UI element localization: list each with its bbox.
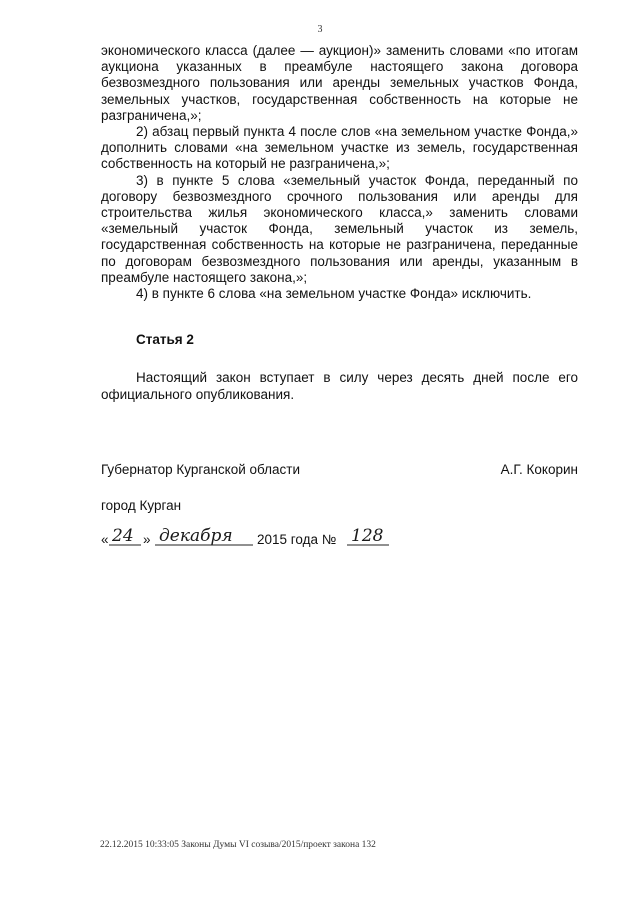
signature-block xyxy=(101,462,578,477)
date-year-label: 2015 года № xyxy=(257,532,337,547)
date-month-handwritten: декабря xyxy=(159,526,233,546)
document-body xyxy=(101,43,578,403)
paragraph-item-3: 3) в пункте 5 слова «земельный участок Фонда, переданный по договору безвозмездного срочного пользования или аренды для строительства жилья экономического класса,» заменить словами «земельный участок Фонда, земельный участок из земель, государственная собственность на которые не разграничена, переданные по договорам безвозмездного пользования или аренды, указанным в преамбуле настоящего закона,»; xyxy=(101,172,578,285)
article-2-heading: Статья 2 xyxy=(136,332,194,348)
city-line: город Курган xyxy=(101,498,182,513)
article-2-text: Настоящий закон вступает в силу через десять дней после его официального опубликования. xyxy=(101,370,578,402)
paragraph-item-4: 4) в пункте 6 слова «на земельном участке Фонда» исключить. xyxy=(136,286,532,302)
date-day-handwritten: 24 xyxy=(112,526,134,546)
footer-path: 22.12.2015 10:33:05 Законы Думы VI созыва/2015/проект закона 132 xyxy=(100,840,376,850)
handwritten-date-field xyxy=(101,522,401,554)
date-open-quote: « xyxy=(101,532,109,547)
signatory-name: А.Г. Кокорин xyxy=(500,462,578,477)
date-close-quote: » xyxy=(143,532,151,547)
paragraph-item-2: 2) абзац первый пункта 4 после слов «на земельном участке Фонда,» дополнить словами «на земельном участке из земель, государственная собственность на который не разграничена,»; xyxy=(101,124,578,172)
paragraph-continuation: экономического класса (далее — аукцион)» заменить словами «по итогам аукциона указанных в преамбуле настоящего закона договора безвозмездного пользования или аренды земельных участков Фонда, земельных участков, государственная собственность на которые не разграничена,»; xyxy=(101,43,578,123)
page-number: 3 xyxy=(317,24,323,35)
law-number-handwritten: 128 xyxy=(351,526,384,546)
signatory-position: Губернатор Курганской области xyxy=(101,462,301,477)
